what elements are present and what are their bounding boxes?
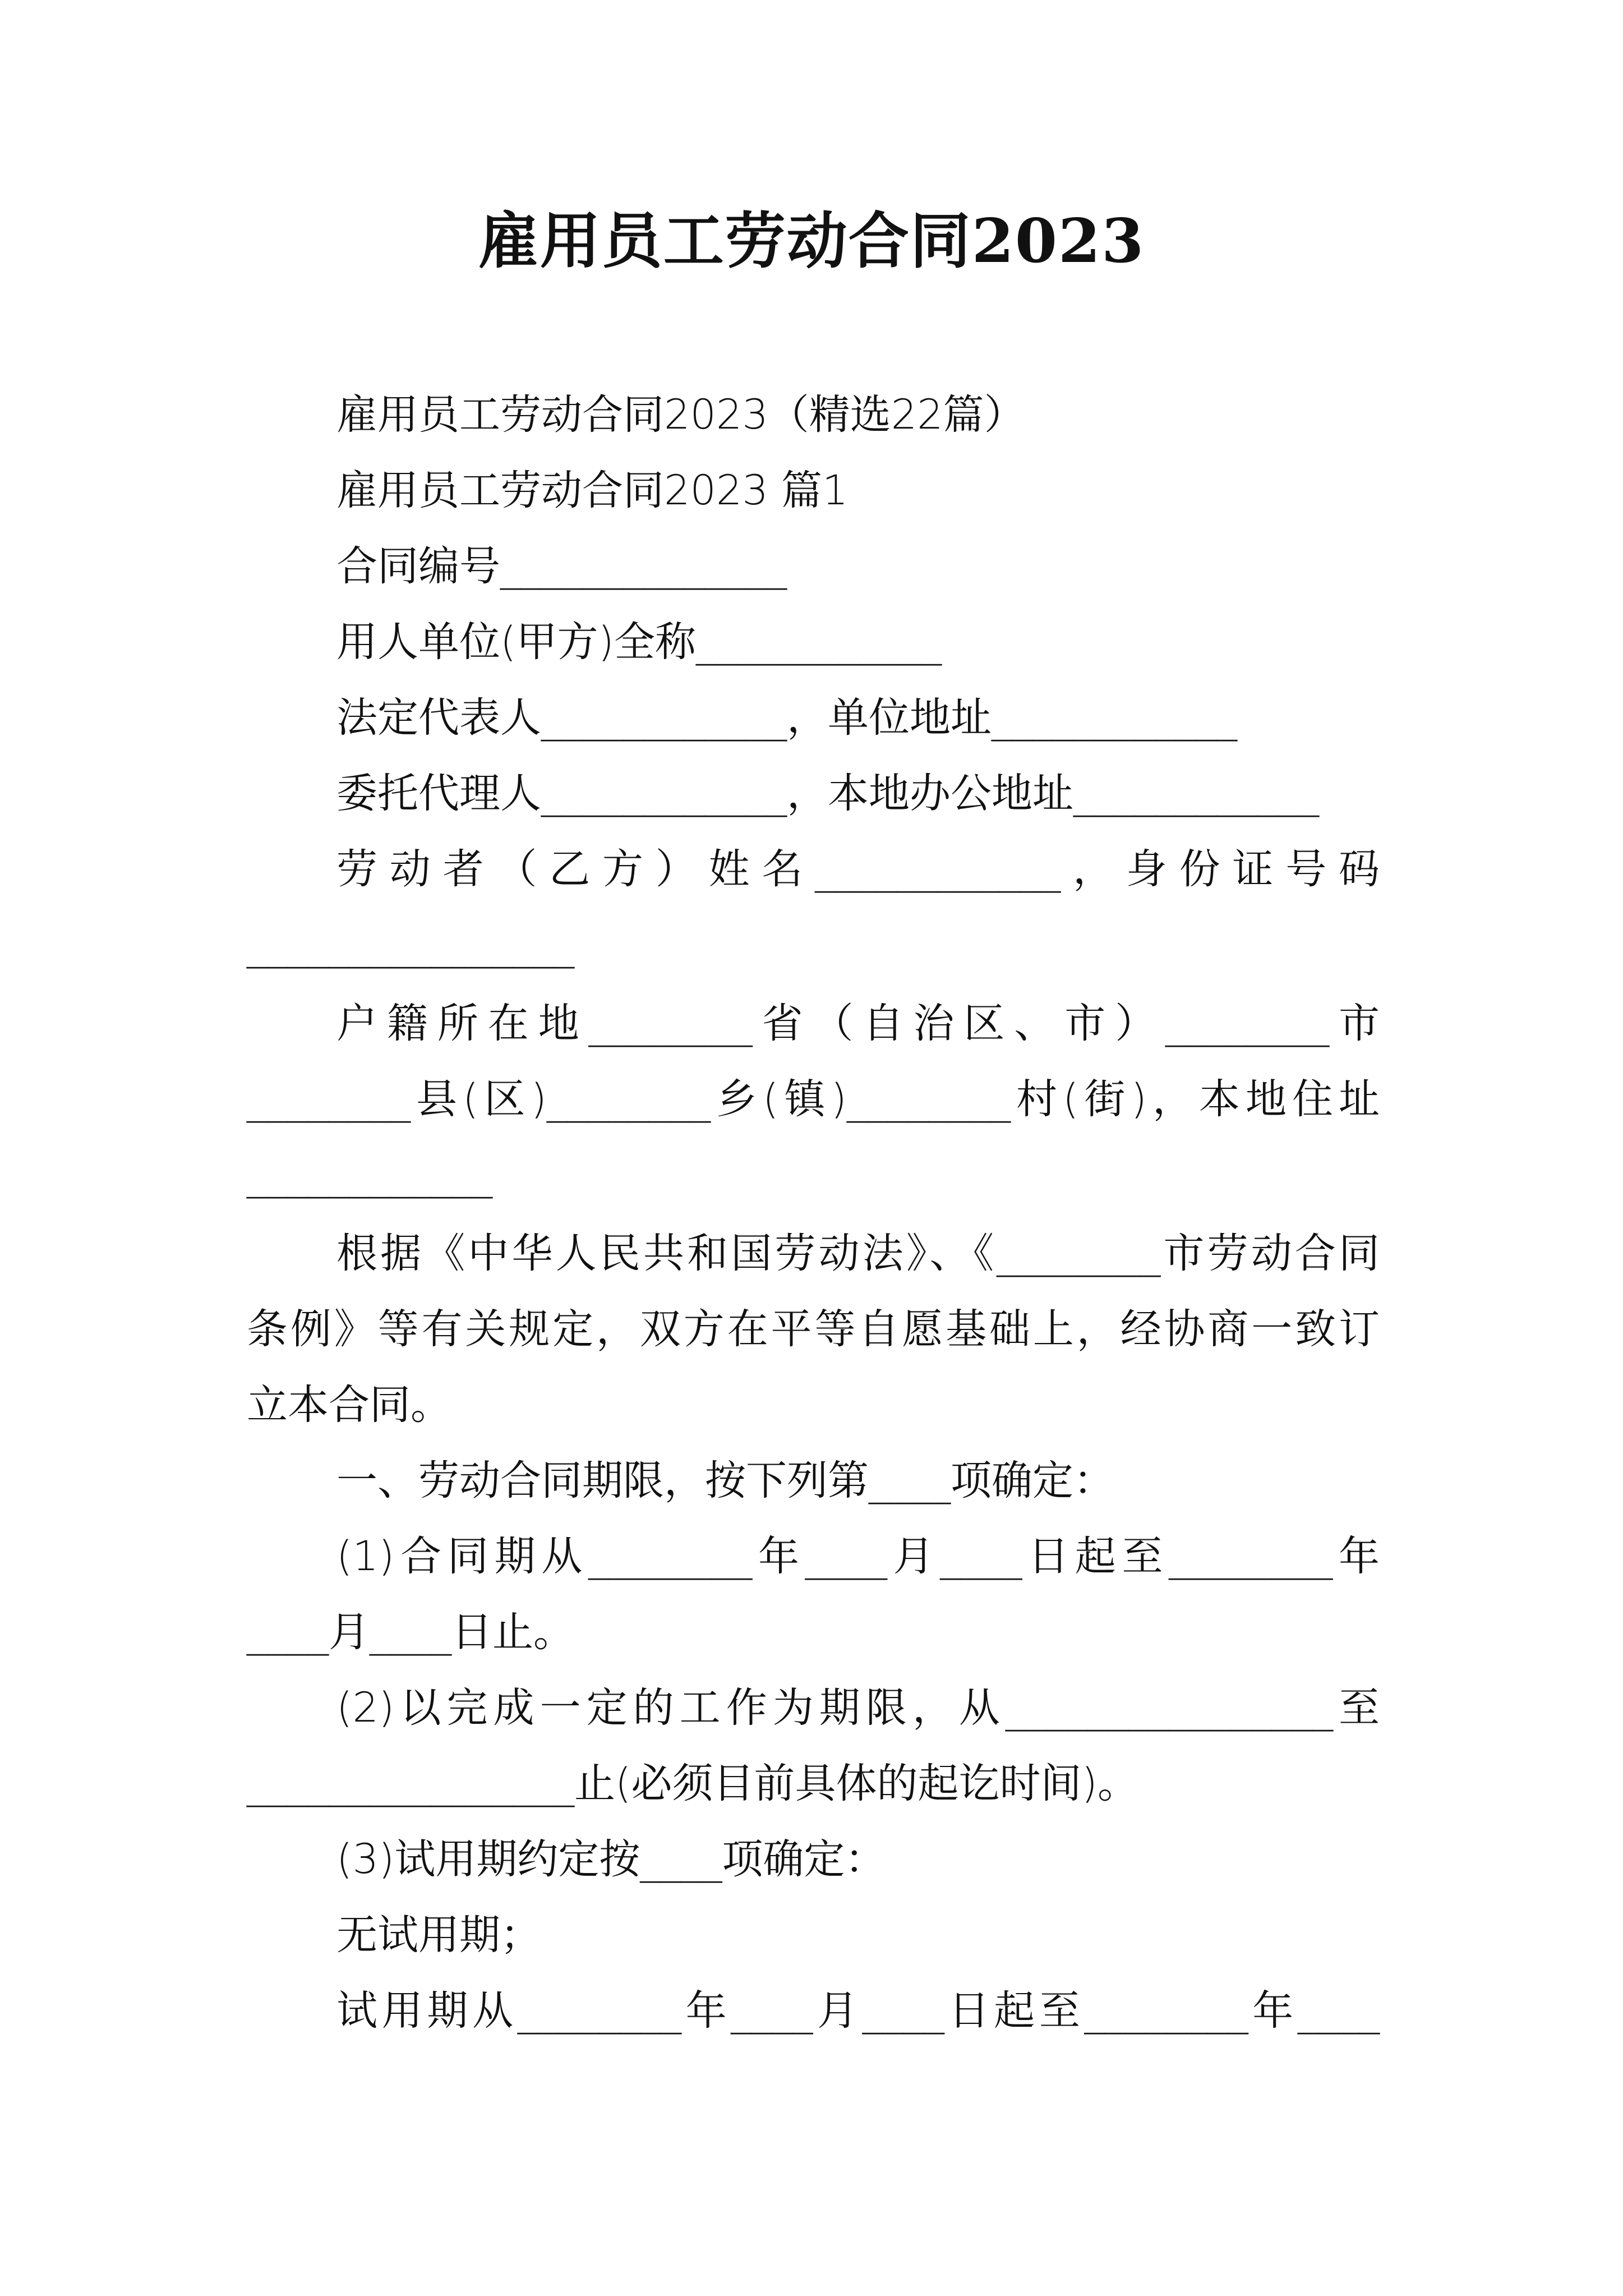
clause-item: (3)试用期约定按____项确定： (336, 1835, 886, 1883)
paragraph-line: 条例》等有关规定，双方在平等自愿基础上，经协商一致订 (247, 1305, 1380, 1353)
document-title: 雇用员工劳动合同2023 (478, 206, 1145, 277)
employer-name-field: 用人单位(甲方)全称____________ (336, 618, 942, 666)
clause-item: (2)以完成一定的工作为期限，从________________至 (336, 1684, 1380, 1732)
id-number-blank: ________________ (247, 921, 574, 969)
clause-item: ________________止(必须目前具体的起讫时间)。 (247, 1760, 1138, 1807)
employee-name-field: 劳动者（乙方）姓名____________，身份证号码 (336, 845, 1380, 893)
paragraph-line: 根据《中华人民共和国劳动法》、《________市劳动合同 (336, 1230, 1380, 1277)
household-registration-field: 户籍所在地________省（自治区、市）________市 (336, 1000, 1380, 1047)
clause-item: 无试用期； (336, 1911, 541, 1959)
section-heading: 雇用员工劳动合同2023 篇1 (336, 467, 849, 514)
household-address-field: ________县(区)________乡(镇)________村(街)，本地住址 (247, 1075, 1380, 1123)
clause-item: (1)合同期从________年____月____日起至________年 (336, 1533, 1380, 1580)
paragraph-line: 立本合同。 (247, 1381, 451, 1429)
local-address-blank: ____________ (247, 1151, 492, 1199)
clause-heading: 一、劳动合同期限，按下列第____项确定： (336, 1457, 1114, 1504)
agent-field: 委托代理人____________，本地办公地址____________ (336, 770, 1319, 817)
clause-item: ____月____日止。 (247, 1608, 574, 1656)
contract-number-field: 合同编号______________ (336, 542, 787, 590)
clause-item: 试用期从________年____月____日起至________年____ (336, 1987, 1380, 2035)
subtitle-line: 雇用员工劳动合同2023（精选22篇） (336, 391, 1025, 439)
legal-representative-field: 法定代表人____________，单位地址____________ (336, 694, 1237, 742)
